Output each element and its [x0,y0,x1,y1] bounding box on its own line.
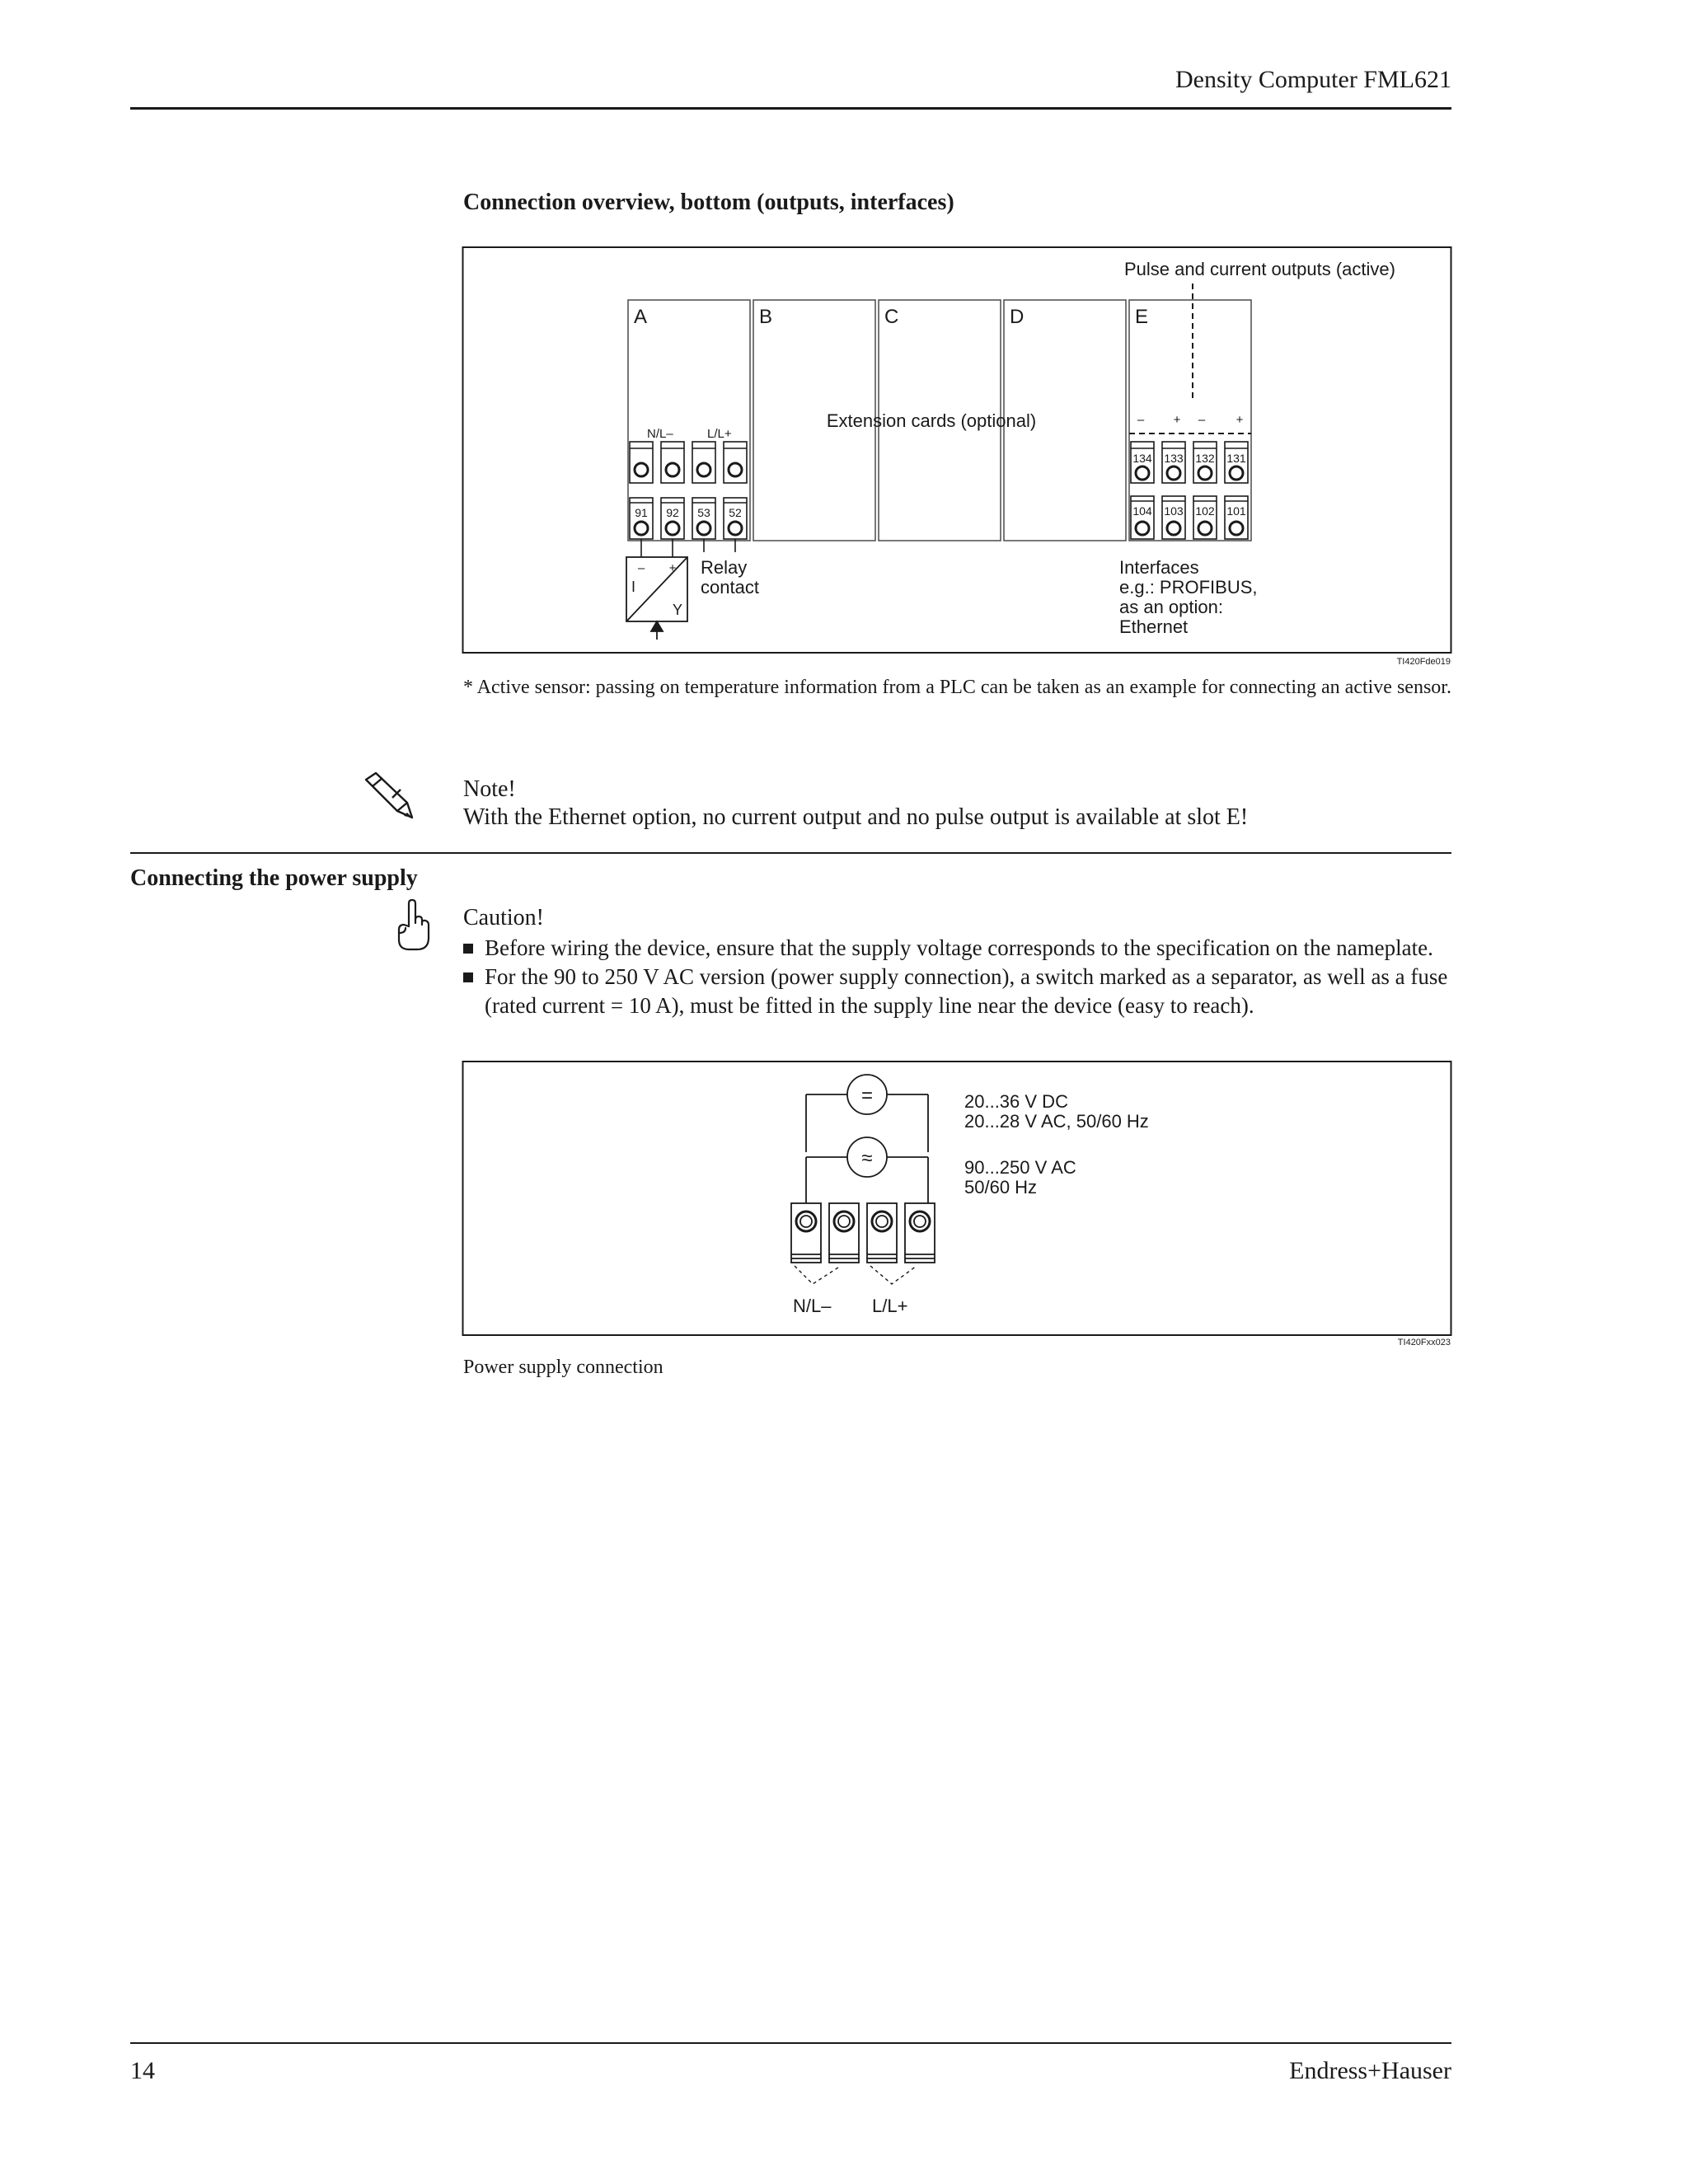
bullet-square [463,972,473,982]
connection-overview-diagram [462,246,1454,668]
footer-rule [130,2042,1451,2044]
terminal-104: 104 [1132,504,1152,518]
slot-a-label-ll: L/L+ [707,427,732,441]
terminal-131: 131 [1226,452,1246,465]
terminal-label-ll: L/L+ [872,1296,908,1316]
dc-voltage-line-2: 20...28 V AC, 50/60 Hz [964,1111,1149,1132]
slot-label-a: A [634,306,648,328]
terminal-53: 53 [697,506,710,519]
ac-voltage-line-1: 90...250 V AC [964,1157,1076,1178]
caution-title: Caution! [463,905,544,930]
power-supply-diagram [462,1060,1454,1348]
dc-voltage-line-1: 20...36 V DC [964,1091,1068,1112]
slot-e-bottom-terminals [1131,496,1248,539]
figure-caption-power-supply: Power supply connection [463,1357,663,1378]
section-divider [130,852,1451,854]
diagram-code: TI420Fxx023 [1397,1338,1451,1347]
terminal-label-nl: N/L– [793,1296,832,1316]
terminal-134: 134 [1132,452,1152,465]
bullet-square [463,944,473,954]
section-heading-power-supply: Connecting the power supply [130,865,418,891]
terminal-102: 102 [1195,504,1215,518]
terminal-bridge-dashes [795,1266,917,1284]
section-heading-connection-overview: Connection overview, bottom (outputs, interfaces) [463,190,954,215]
terminal-92: 92 [666,506,679,519]
sensor-polarity-plus: + [668,561,677,575]
sensor-input-arrow [651,621,663,640]
page-header-title: Density Computer FML621 [1175,66,1451,93]
diagram-code: TI420Fde019 [1396,657,1451,667]
interfaces-label-3: as an option: [1119,597,1223,617]
dc-symbol-text: = [860,1085,874,1107]
sensor-letter-i: I [631,579,636,595]
pencil-icon [361,770,417,827]
terminal-133: 133 [1164,452,1184,465]
slot-e-polarity-2: + [1173,413,1181,427]
slot-e-polarity-1: – [1137,413,1145,427]
sensor-letter-y: Y [673,602,683,618]
terminal-101: 101 [1226,504,1246,518]
pointing-hand-icon [394,898,430,957]
slot-label-c: C [884,306,899,328]
interfaces-label-2: e.g.: PROFIBUS, [1119,577,1258,598]
slot-a [628,300,750,541]
page-number: 14 [130,2057,155,2084]
power-terminals [791,1203,935,1263]
interfaces-label-4: Ethernet [1119,616,1189,637]
note-title: Note! [463,776,516,802]
slot-e-polarity-4: + [1236,413,1244,427]
caution-bullet-2-continued: (rated current = 10 A), must be fitted in the supply line near the device (easy to reach). [485,993,1254,1018]
interfaces-label-1: Interfaces [1119,557,1199,578]
ac-symbol-text: ≈ [861,1147,873,1169]
slot-a-label-nl: N/L– [647,427,673,441]
sensor-polarity-minus: – [637,561,645,575]
terminal-52: 52 [729,506,742,519]
ac-voltage-line-2: 50/60 Hz [964,1177,1038,1197]
pulse-current-outputs-label: Pulse and current outputs (active) [1124,259,1395,279]
terminal-132: 132 [1195,452,1215,465]
relay-contact-label-2: contact [701,577,759,598]
slot-label-e: E [1135,306,1149,328]
slot-label-d: D [1010,306,1025,328]
header-rule [130,107,1451,110]
slot-a-top-terminals [630,442,747,483]
relay-contact-label-1: Relay [701,557,748,578]
slot-label-b: B [759,306,773,328]
terminal-103: 103 [1164,504,1184,518]
terminal-91: 91 [635,506,648,519]
footnote-active-sensor: * Active sensor: passing on temperature information from a PLC can be taken as an example for connecting an active sensor. [463,677,1451,698]
extension-cards-label: Extension cards (optional) [826,410,1037,431]
note-text: With the Ethernet option, no current output and no pulse output is available at slot E! [463,804,1249,830]
footer-brand: Endress+Hauser [1289,2057,1451,2084]
slot-e-polarity-3: – [1198,413,1206,427]
